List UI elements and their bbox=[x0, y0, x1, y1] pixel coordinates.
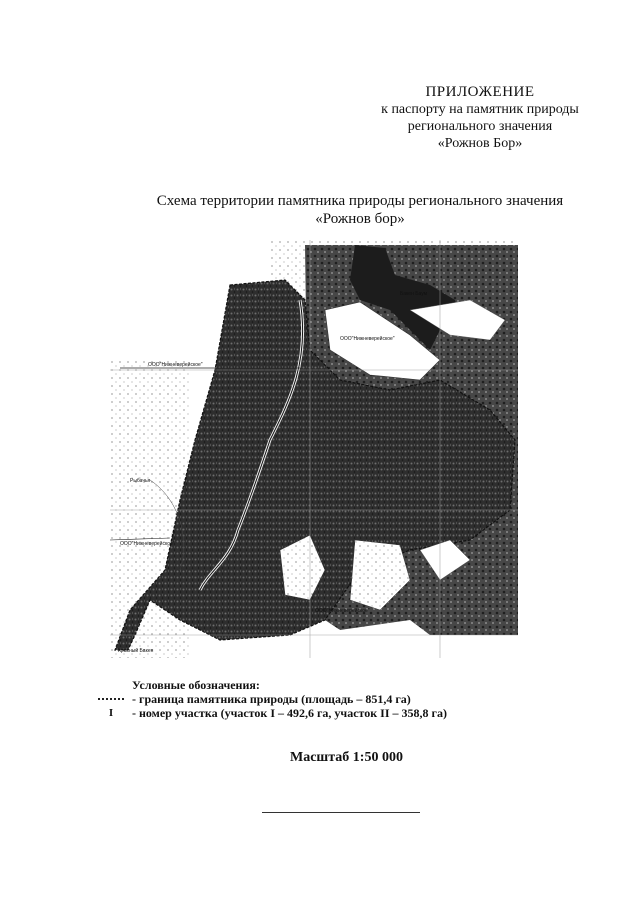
legend-item-boundary bbox=[90, 692, 610, 706]
map-label-c: ООО"Нижневерейское" bbox=[120, 541, 175, 547]
signature-line bbox=[262, 812, 420, 813]
appendix-title: ПРИЛОЖЕНИЕ bbox=[425, 84, 535, 100]
map-label-b: ООО"Нижневерейское" bbox=[340, 336, 395, 342]
map-label-a: ООО"Нижневерейское" bbox=[148, 362, 203, 368]
map-scale: Масштаб 1:50 000 bbox=[290, 750, 403, 765]
appendix-line-3: регионального значения bbox=[407, 119, 553, 134]
legend-heading: Условные обозначения: bbox=[132, 678, 260, 692]
map-label-f: Бакен Баум bbox=[400, 291, 428, 297]
scheme-title-line-2: «Рожнов бор» bbox=[315, 211, 405, 227]
territory-map bbox=[110, 240, 518, 658]
appendix-line-2: к паспорту на памятник природы bbox=[381, 102, 579, 117]
map-label-g: Рыбачья bbox=[130, 478, 151, 484]
legend-item-boundary-text: - граница памятника природы (площадь – 851,4 га) bbox=[132, 692, 411, 706]
section-number-symbol: I bbox=[108, 707, 114, 719]
legend bbox=[90, 678, 610, 720]
map-label-d: ООО"Нижневерейское" bbox=[315, 608, 370, 614]
legend-item-section-text: - номер участка (участок I – 492,6 га, участок II – 358,8 га) bbox=[132, 706, 447, 720]
legend-item-section bbox=[90, 706, 610, 720]
appendix-line-4: «Рожнов Бор» bbox=[437, 136, 523, 151]
boundary-line-symbol bbox=[98, 698, 124, 700]
scheme-title-line-1: Схема территории памятника природы регионального значения bbox=[156, 193, 564, 209]
appendix-header bbox=[330, 84, 630, 152]
scheme-title bbox=[60, 192, 640, 228]
map-label-e: Красный Бакен bbox=[118, 648, 154, 654]
